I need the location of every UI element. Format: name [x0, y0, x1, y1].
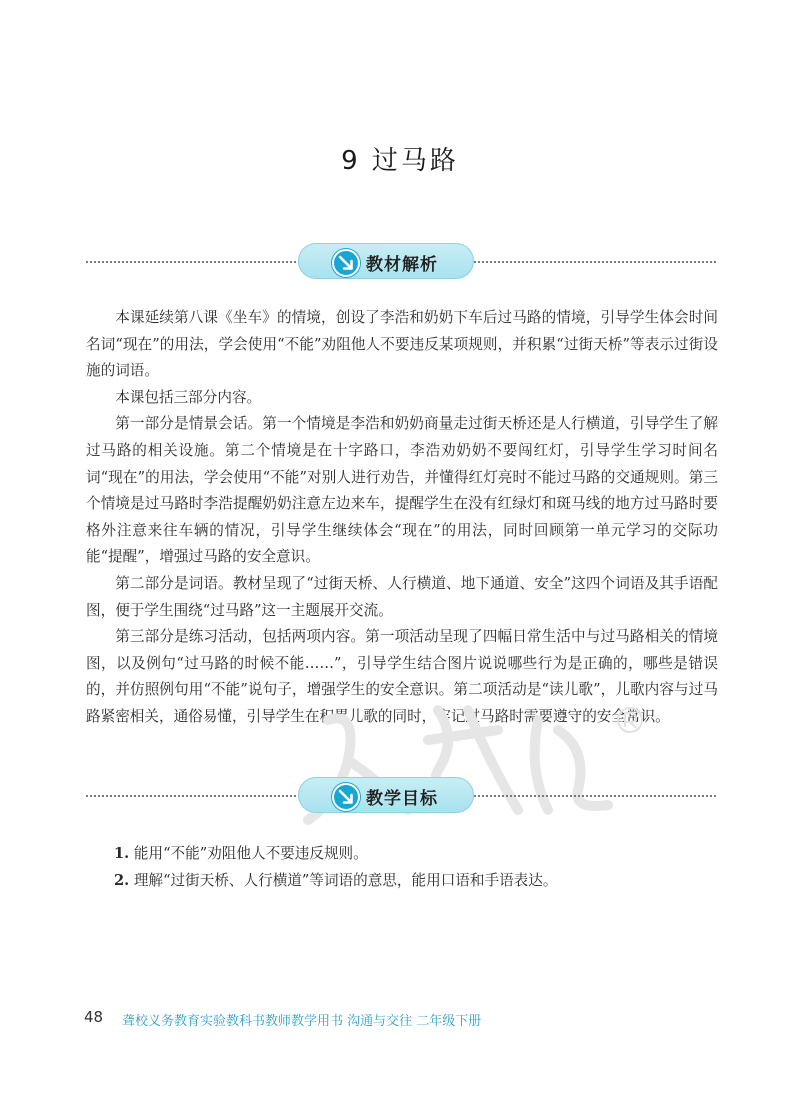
- section-label: 教材解析: [366, 255, 438, 275]
- section-label: 教学目标: [366, 789, 438, 809]
- arrow-down-right-icon: [332, 249, 360, 277]
- paragraph: 第一部分是情景会话。第一个情境是李浩和奶奶商量走过街天桥还是人行横道，引导学生了解过马路的相关设施。第二个情境是在十字路口，李浩劝奶奶不要闯红灯，引导学生学习时间名词“现在”的用法，学会使用“不能”对别人进行劝告，并懂得红灯亮时不能过马路的交通规则。第三个情境是过马路时李浩提醒奶奶注意左边来车，提醒学生在没有红绿灯和斑马线的地方过马路时要格外注意来往车辆的情况，引导学生继续体会“现在”的用法，同时回顾第一单元学习的交际功能“提醒”，增强过马路的安全意识。: [86, 415, 718, 566]
- section-pill: [298, 777, 474, 813]
- item-text: 能用“不能”劝阻他人不要违反规则。: [133, 845, 368, 862]
- item-number: 1.: [114, 845, 130, 862]
- paragraph: 第二部分是词语。教材呈现了“过街天桥、人行横道、地下通道、安全”这四个词语及其手语配图，便于学生围绕“过马路”这一主题展开交流。: [86, 574, 718, 619]
- page-title: 9 过马路: [341, 146, 459, 176]
- item-number: 2.: [114, 872, 130, 889]
- page-number: 48: [84, 1008, 104, 1026]
- list-item: [114, 867, 714, 894]
- page-footer: [84, 1008, 724, 1032]
- arrow-down-right-icon: [332, 783, 360, 811]
- paragraph: 本课延续第八课《坐车》的情境，创设了李浩和奶奶下车后过马路的情境，引导学生体会时间名词“现在”的用法，学会使用“不能”劝阻他人不要违反某项规则，并积累“过街天桥”等表示过街设施的词语。: [86, 309, 718, 380]
- footer-book-title: 聋校义务教育实验教科书教师教学用书 沟通与交往 二年级下册: [122, 1014, 482, 1029]
- section-pill: [298, 243, 474, 279]
- paragraph: 本课包括三部分内容。: [115, 388, 262, 406]
- analysis-body: [86, 305, 718, 731]
- item-text: 理解“过街天桥、人行横道”等词语的意思，能用口语和手语表达。: [133, 872, 558, 889]
- objectives-list: [114, 840, 714, 894]
- paragraph: 第三部分是练习活动，包括两项内容。第一项活动呈现了四幅日常生活中与过马路相关的情境图，以及例句“过马路的时候不能……”，引导学生结合图片说说哪些行为是正确的，哪些是错误的，并仿照例句用“不能”说句子，增强学生的安全意识。第二项活动是“读儿歌”，儿歌内容与过马路紧密相关，通俗易懂，引导学生在积累儿歌的同时，牢记过马路时需要遵守的安全常识。: [86, 628, 718, 725]
- list-item: [114, 840, 714, 867]
- section-header-objectives: [86, 776, 716, 816]
- section-header-analysis: [86, 242, 716, 282]
